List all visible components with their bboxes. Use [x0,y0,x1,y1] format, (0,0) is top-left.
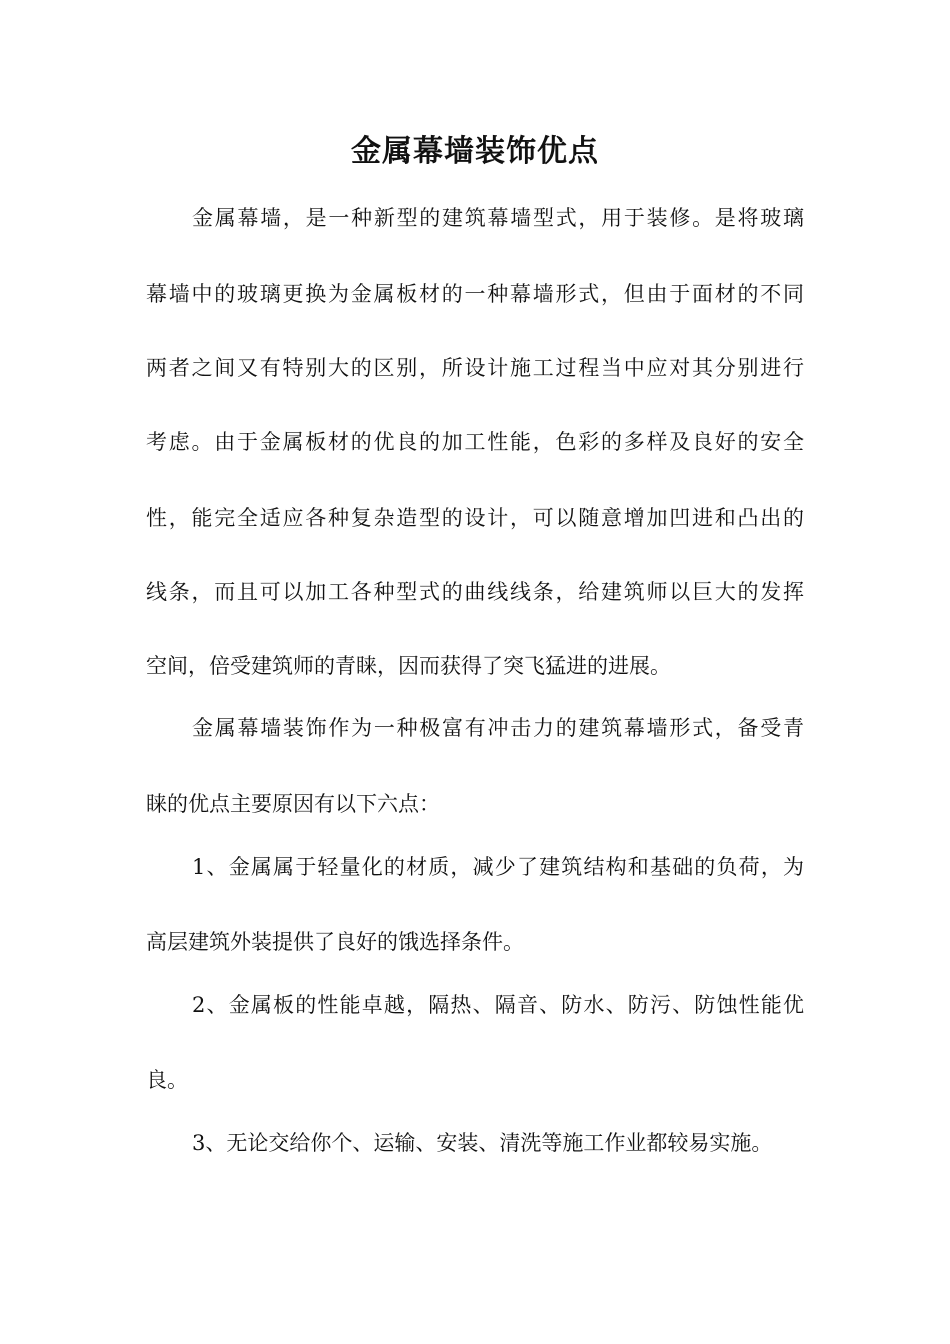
document-title: 金属幕墙装饰优点 [351,134,599,169]
paragraph-1-line-6: 线条，而且可以加工各种型式的曲线线条，给建筑师以巨大的发挥 [146,580,804,604]
point-1-line-1: 1、金属属于轻量化的材质，减少了建筑结构和基础的负荷，为 [192,855,804,879]
point-2-line-1: 2、金属板的性能卓越，隔热、隔音、防水、防污、防蚀性能优 [192,993,804,1017]
point-3-line-1: 3、无论交给你个、运输、安装、清洗等施工作业都较易实施。 [192,1131,773,1155]
paragraph-1-line-3: 两者之间又有特别大的区别，所设计施工过程当中应对其分别进行 [146,356,804,380]
paragraph-1-line-4: 考虑。由于金属板材的优良的加工性能，色彩的多样及良好的安全 [146,430,804,454]
paragraph-2-line-1: 金属幕墙装饰作为一种极富有冲击力的建筑幕墙形式，备受青 [192,716,804,740]
point-1-line-2: 高层建筑外装提供了良好的饿选择条件。 [146,930,524,954]
paragraph-1-line-5: 性，能完全适应各种复杂造型的设计，可以随意增加凹进和凸出的 [146,506,804,530]
paragraph-1-line-1: 金属幕墙，是一种新型的建筑幕墙型式，用于装修。是将玻璃 [192,206,804,230]
paragraph-1-line-7: 空间，倍受建筑师的青睐，因而获得了突飞猛进的进展。 [146,654,671,678]
paragraph-1-line-2: 幕墙中的玻璃更换为金属板材的一种幕墙形式，但由于面材的不同 [146,282,804,306]
point-2-line-2: 良。 [146,1068,188,1092]
paragraph-2-line-2: 睐的优点主要原因有以下六点： [146,792,440,816]
